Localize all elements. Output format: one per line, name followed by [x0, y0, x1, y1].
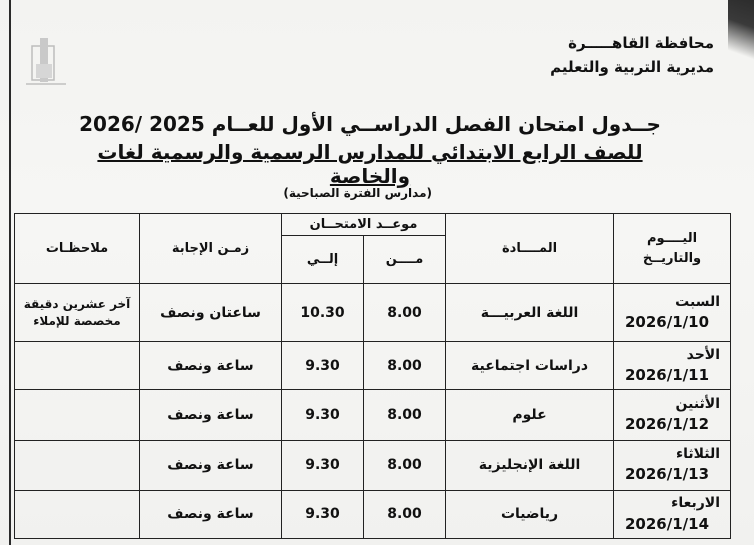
to-cell: 9.30: [282, 390, 364, 440]
day-label: الاربعاء: [671, 495, 721, 512]
table-row: [15, 284, 731, 342]
notes-cell: [15, 440, 140, 490]
table-row: [15, 390, 731, 440]
header-to: إلــي: [282, 236, 364, 284]
duration-cell: ساعة ونصف: [140, 390, 282, 440]
duration-cell: ساعة ونصف: [140, 342, 282, 390]
day-label: الأثنين: [675, 395, 721, 412]
day-date-cell: [614, 284, 731, 342]
table-row: [15, 440, 731, 490]
subject-cell: رياضيات: [446, 490, 614, 538]
date-label: 2026/1/13: [625, 465, 710, 484]
header-subject: المــــادة: [446, 214, 614, 284]
day-label: السبت: [675, 293, 721, 310]
photo-corner-shadow: [728, 0, 754, 70]
notes-cell: [15, 490, 140, 538]
notes-cell: [15, 390, 140, 440]
date-label: 2026/1/10: [625, 312, 710, 331]
from-cell: 8.00: [364, 440, 446, 490]
duration-cell: ساعتان ونصف: [140, 284, 282, 342]
day-date-cell: [614, 490, 731, 538]
table-row: [15, 342, 731, 390]
to-cell: 9.30: [282, 342, 364, 390]
table-row: [15, 490, 731, 538]
date-label: 2026/1/14: [625, 514, 710, 533]
from-cell: 8.00: [364, 390, 446, 440]
directorate-label: مديرية التربية والتعليم: [550, 58, 714, 76]
header-notes: ملاحظـات: [15, 214, 140, 284]
to-cell: 9.30: [282, 440, 364, 490]
to-cell: 9.30: [282, 490, 364, 538]
day-label: الأحد: [686, 346, 721, 363]
subject-cell: اللغة العربيـــة: [446, 284, 614, 342]
page-subtitle: للصف الرابع الابتدائي للمدارس الرسمية والرسمية لغات والخاصة: [97, 140, 643, 188]
day-date-cell: [614, 390, 731, 440]
duration-cell: ساعة ونصف: [140, 440, 282, 490]
page-border: [9, 0, 11, 545]
subject-cell: علوم: [446, 390, 614, 440]
header-from: مــــن: [364, 236, 446, 284]
date-label: 2026/1/12: [625, 415, 710, 434]
header-day-date: اليــــوم والتاريــخ: [614, 214, 731, 284]
day-date-cell: [614, 440, 731, 490]
notes-cell: [15, 342, 140, 390]
governorate-label: محافظة القاهـــــرة: [568, 34, 714, 52]
page-title: جــدول امتحان الفصل الدراســي الأول للعــام 2025 /2026: [79, 112, 661, 136]
day-label: الثلاثاء: [675, 446, 721, 463]
header-duration: زمـن الإجابة: [140, 214, 282, 284]
from-cell: 8.00: [364, 490, 446, 538]
date-label: 2026/1/11: [625, 366, 710, 385]
subject-cell: دراسات اجتماعية: [446, 342, 614, 390]
day-date-cell: [614, 342, 731, 390]
from-cell: 8.00: [364, 342, 446, 390]
to-cell: 10.30: [282, 284, 364, 342]
notes-cell: آخر عشرين دقيقة مخصصة للإملاء: [15, 284, 140, 342]
exam-schedule-table: [14, 213, 731, 539]
from-cell: 8.00: [364, 284, 446, 342]
duration-cell: ساعة ونصف: [140, 490, 282, 538]
period-label: (مدارس الفترة الصباحية): [283, 186, 432, 200]
ministry-logo-icon: [20, 28, 72, 98]
subject-cell: اللغة الإنجليزية: [446, 440, 614, 490]
header-exam-time: موعــد الامتحــان: [282, 214, 446, 236]
